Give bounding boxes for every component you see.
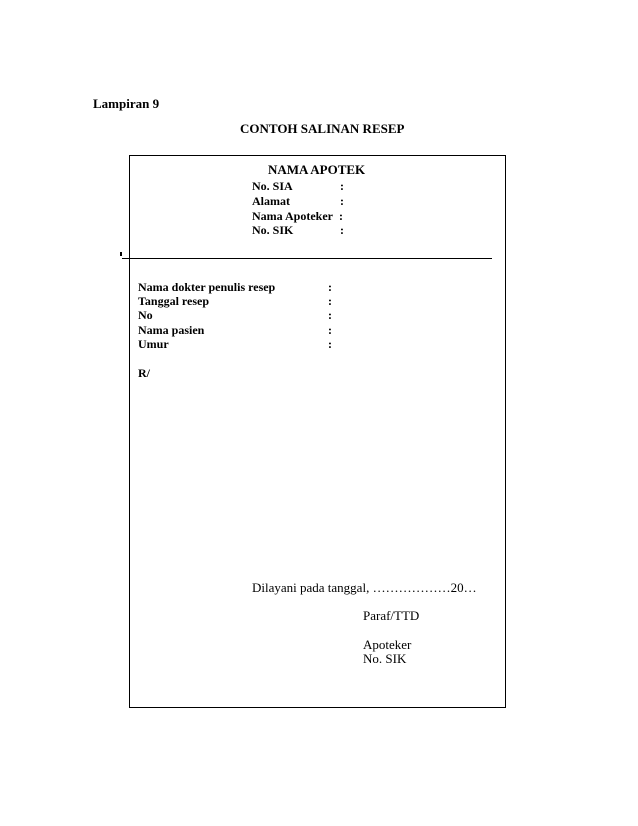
tanggal-resep-label: Tanggal resep: [138, 294, 210, 308]
nama-apoteker-label: Nama Apoteker: [252, 209, 333, 223]
paraf-ttd: Paraf/TTD: [363, 608, 420, 623]
footer-no-sik: No. SIK: [363, 651, 407, 666]
nama-apoteker-colon: :: [339, 209, 343, 223]
umur-colon: :: [328, 337, 332, 351]
rx-symbol: R/: [138, 366, 150, 380]
alamat-label: Alamat: [252, 194, 290, 208]
no-label: No: [138, 308, 153, 322]
no-sik-label: No. SIK: [252, 223, 294, 237]
page-title: CONTOH SALINAN RESEP: [240, 121, 405, 136]
umur-label: Umur: [138, 337, 169, 351]
tanggal-resep-colon: :: [328, 294, 332, 308]
apoteker-label: Apoteker: [363, 637, 412, 652]
nama-dokter-label: Nama dokter penulis resep: [138, 280, 276, 294]
no-sia-colon: :: [340, 179, 344, 193]
nama-pasien-colon: :: [328, 323, 332, 337]
no-colon: :: [328, 308, 332, 322]
lampiran-label: Lampiran 9: [93, 96, 160, 111]
nama-pasien-label: Nama pasien: [138, 323, 205, 337]
dilayani-text: Dilayani pada tanggal, ………………20…: [252, 580, 477, 595]
nama-dokter-colon: :: [328, 280, 332, 294]
salinan-resep-form: [129, 155, 506, 708]
divider-tick: [120, 252, 122, 256]
no-sik-colon: :: [340, 223, 344, 237]
header-divider: [122, 258, 492, 259]
alamat-colon: :: [340, 194, 344, 208]
apotek-name: NAMA APOTEK: [268, 162, 366, 177]
no-sia-label: No. SIA: [252, 179, 293, 193]
